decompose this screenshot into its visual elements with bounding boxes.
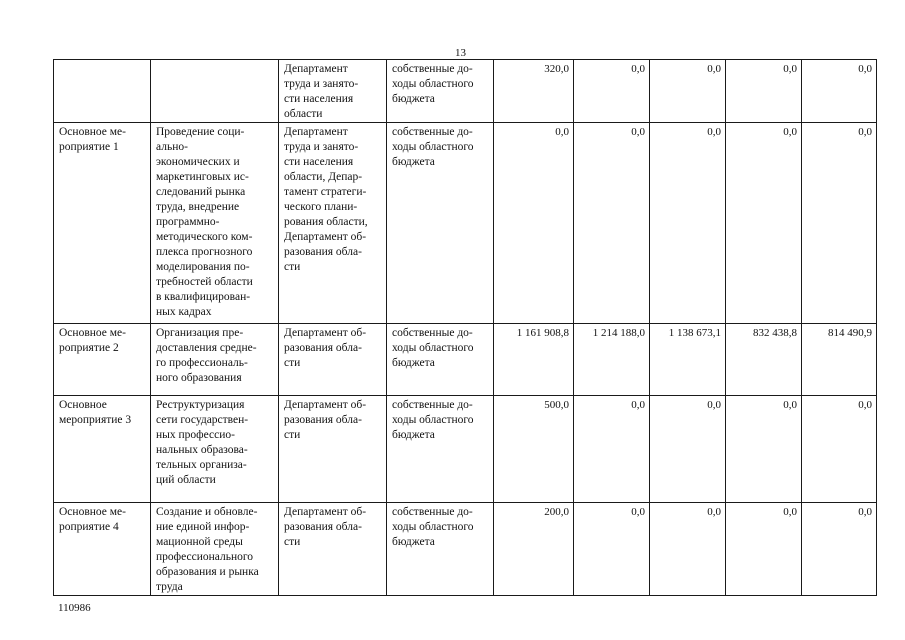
footer-code: 110986 bbox=[58, 602, 91, 614]
value-cell: 0,0 bbox=[574, 396, 650, 503]
measure-name-cell: Реструктуризация сети государствен- ных профессио- нальных образова- тельных организа- ций области bbox=[151, 396, 279, 503]
funding-source-cell: собственные до- ходы областного бюджета bbox=[387, 503, 494, 596]
value-cell: 1 138 673,1 bbox=[650, 324, 726, 396]
value-cell: 0,0 bbox=[726, 503, 802, 596]
measure-cell: Основное ме- роприятие 2 bbox=[54, 324, 151, 396]
measure-cell: Основное ме- роприятие 1 bbox=[54, 123, 151, 324]
measure-cell bbox=[54, 60, 151, 123]
value-cell: 0,0 bbox=[494, 123, 574, 324]
funding-source-cell: собственные до- ходы областного бюджета bbox=[387, 324, 494, 396]
value-cell: 0,0 bbox=[650, 396, 726, 503]
value-cell: 0,0 bbox=[802, 60, 877, 123]
funding-source-cell: собственные до- ходы областного бюджета bbox=[387, 123, 494, 324]
measure-name-cell: Организация пре- доставления средне- го профессиональ- ного образования bbox=[151, 324, 279, 396]
value-cell: 0,0 bbox=[802, 123, 877, 324]
measure-name-cell bbox=[151, 60, 279, 123]
funding-source-cell: собственные до- ходы областного бюджета bbox=[387, 396, 494, 503]
program-funding-table bbox=[53, 59, 877, 596]
value-cell: 0,0 bbox=[650, 123, 726, 324]
measure-name-cell: Создание и обновле- ние единой инфор- мационной среды профессионального образования и рынка труда bbox=[151, 503, 279, 596]
value-cell: 0,0 bbox=[802, 503, 877, 596]
value-cell: 0,0 bbox=[726, 123, 802, 324]
value-cell: 320,0 bbox=[494, 60, 574, 123]
executor-cell: Департамент об- разования обла- сти bbox=[279, 503, 387, 596]
measure-name-cell: Проведение соци- ально- экономических и маркетинговых ис- следований рынка труда, внедрение программно- методического ком- плекса прогнозного моделирования по- требностей области в квалифицирован- ных кадрах bbox=[151, 123, 279, 324]
measure-cell: Основное мероприятие 3 bbox=[54, 396, 151, 503]
executor-cell: Департамент труда и занято- сти населения области, Депар- тамент стратеги- ческого плани- рования области, Департамент об- разования обла- сти bbox=[279, 123, 387, 324]
table-row bbox=[54, 396, 877, 503]
measure-cell: Основное ме- роприятие 4 bbox=[54, 503, 151, 596]
executor-cell: Департамент труда и занято- сти населения области bbox=[279, 60, 387, 123]
value-cell: 200,0 bbox=[494, 503, 574, 596]
value-cell: 0,0 bbox=[802, 396, 877, 503]
value-cell: 832 438,8 bbox=[726, 324, 802, 396]
table-row bbox=[54, 60, 877, 123]
value-cell: 0,0 bbox=[650, 60, 726, 123]
value-cell: 0,0 bbox=[726, 396, 802, 503]
executor-cell: Департамент об- разования обла- сти bbox=[279, 396, 387, 503]
value-cell: 0,0 bbox=[574, 503, 650, 596]
value-cell: 500,0 bbox=[494, 396, 574, 503]
value-cell: 814 490,9 bbox=[802, 324, 877, 396]
page-number: 13 bbox=[455, 47, 466, 59]
value-cell: 1 161 908,8 bbox=[494, 324, 574, 396]
value-cell: 0,0 bbox=[726, 60, 802, 123]
table-row bbox=[54, 503, 877, 596]
table-row bbox=[54, 324, 877, 396]
executor-cell: Департамент об- разования обла- сти bbox=[279, 324, 387, 396]
value-cell: 0,0 bbox=[650, 503, 726, 596]
value-cell: 0,0 bbox=[574, 123, 650, 324]
value-cell: 1 214 188,0 bbox=[574, 324, 650, 396]
table-row bbox=[54, 123, 877, 324]
value-cell: 0,0 bbox=[574, 60, 650, 123]
funding-source-cell: собственные до- ходы областного бюджета bbox=[387, 60, 494, 123]
